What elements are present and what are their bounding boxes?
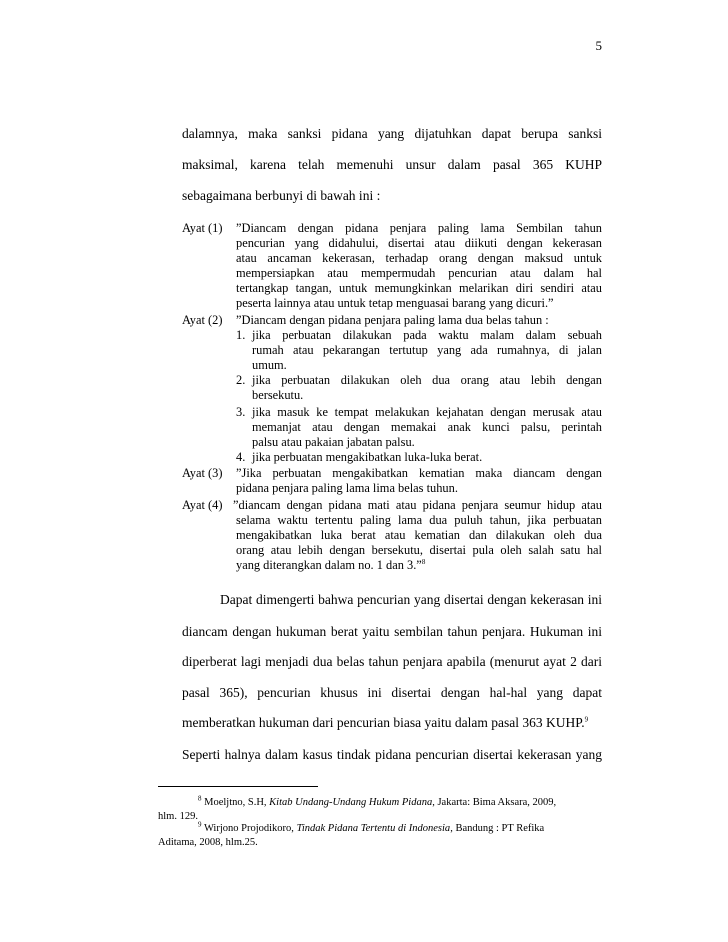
body-line-5-text: memberatkan hukuman dari pencurian biasa yaitu dalam pasal 363 KUHP.: [182, 715, 585, 730]
footnote-separator: [158, 786, 318, 787]
ayat-4-line: selama waktu tertentu paling lama dua puluh tahun, jika perbuatan: [236, 513, 602, 527]
item-line: jika perbuatan dilakukan pada waktu malam dalam sebuah: [252, 328, 602, 342]
footnote-rest: , Bandung : PT Refika: [450, 823, 545, 834]
ayat-3-block: [182, 466, 602, 498]
footnote-author: Wirjono Projodikoro,: [203, 823, 297, 834]
ayat-3-line: pidana penjara paling lama lima belas tuhun.: [236, 481, 458, 495]
body-line-5: [182, 713, 602, 733]
footnote-cont: hlm. 129.: [158, 811, 198, 822]
item-line: umum.: [252, 358, 287, 372]
ayat-4-block: [182, 498, 602, 576]
item-number: 3.: [236, 405, 246, 419]
ayat-4-last-text: yang diterangkan dalam no. 1 dan 3.”: [236, 558, 422, 572]
ayat-3-label: Ayat (3): [182, 466, 223, 480]
ayat-1-line: ”Diancam dengan pidana penjara paling lama Sembilan tahun: [236, 221, 602, 235]
body-line-4: pasal 365), pencurian khusus ini disertai dengan hal-hal yang dapat: [182, 685, 602, 700]
ayat-2-label: Ayat (2): [182, 313, 223, 327]
body-line-1: Dapat dimengerti bahwa pencurian yang disertai dengan kekerasan ini: [220, 592, 602, 607]
body-line-2: diancam dengan hukuman berat yaitu sembilan tahun penjara. Hukuman ini: [182, 624, 602, 639]
footnote-title: Tindak Pidana Tertentu di Indonesia: [296, 823, 451, 834]
item-line: jika perbuatan dilakukan oleh dua orang atau lebih dengan: [252, 373, 602, 387]
ayat-4-first-line: ”diancam dengan pidana mati atau pidana penjara seumur hidup atau: [233, 498, 602, 512]
footnote-title: Kitab Undang-Undang Hukum Pidana: [269, 797, 433, 808]
page-number: 5: [595, 38, 602, 53]
footnote-number: 8: [198, 794, 202, 803]
footnote-author: Moeljtno, S.H,: [204, 797, 270, 808]
ayat-3-line: ”Jika perbuatan mengakibatkan kematian maka diancam dengan: [236, 466, 602, 480]
footnote-8: [158, 796, 598, 824]
ayat-4-line: orang atau lebih dengan bersekutu, disertai pula oleh salah satu hal: [236, 543, 602, 557]
ayat-2-intro: ”Diancam dengan pidana penjara paling lama dua belas tahun :: [236, 313, 549, 327]
ayat-2-block: [182, 313, 602, 468]
item-line: bersekutu.: [252, 388, 304, 402]
footnote-ref-8[interactable]: 8: [421, 557, 426, 566]
intro-line-3: sebagaimana berbunyi di bawah ini :: [182, 188, 381, 203]
intro-line-1: dalamnya, maka sanksi pidana yang dijatuhkan dapat berupa sanksi: [182, 126, 602, 141]
intro-line-2: maksimal, karena telah memenuhi unsur dalam pasal 365 KUHP: [182, 157, 602, 172]
item-line: memanjat atau dengan memakai anak kunci palsu, perintah: [252, 420, 602, 434]
ayat-1-line: atau ancaman kekerasan, terhadap orang dengan maksud untuk: [236, 251, 602, 265]
footnote-cont: Aditama, 2008, hlm.25.: [158, 837, 258, 848]
ayat-4-line: mengakibatkan luka berat atau kematian dan dilakukan oleh dua: [236, 528, 602, 542]
item-number: 1.: [236, 328, 246, 342]
body-line-3: diperberat lagi menjadi dua belas tahun penjara apabila (menurut ayat 2 dari: [182, 654, 602, 669]
body-line-6: Seperti halnya dalam kasus tindak pidana pencurian disertai kekerasan yang: [182, 747, 602, 762]
ayat-1-label: Ayat (1): [182, 221, 223, 235]
item-line: rumah atau pekarangan tertutup yang ada rumahnya, di jalan: [252, 343, 602, 357]
footnote-ref-9[interactable]: 9: [584, 715, 589, 724]
ayat-1-block: [182, 221, 602, 313]
item-number: 2.: [236, 373, 246, 387]
ayat-4-label: Ayat (4): [182, 498, 223, 512]
ayat-1-line: peserta lainnya atau untuk tetap menguasai barang yang dicuri.”: [236, 296, 554, 310]
ayat-1-line: pencurian yang didahului, disertai atau diikuti dengan kekerasan: [236, 236, 602, 250]
item-line: palsu atau pakaian jabatan palsu.: [252, 435, 415, 449]
item-line: jika masuk ke tempat melakukan kejahatan dengan merusak atau: [252, 405, 602, 419]
item-number: 4.: [236, 450, 246, 464]
ayat-1-line: mempersiapkan atau mempermudah pencurian atau dalam hal: [236, 266, 602, 280]
footnote-rest: , Jakarta: Bima Aksara, 2009,: [432, 797, 557, 808]
footnote-9: [158, 822, 598, 850]
ayat-4-last-line: [236, 558, 602, 573]
ayat-1-line: tertangkap tangan, untuk memungkinkan melarikan diri sendiri atau: [236, 281, 602, 295]
item-line: jika perbuatan mengakibatkan luka-luka berat.: [252, 450, 483, 464]
footnote-number: 9: [198, 820, 202, 829]
